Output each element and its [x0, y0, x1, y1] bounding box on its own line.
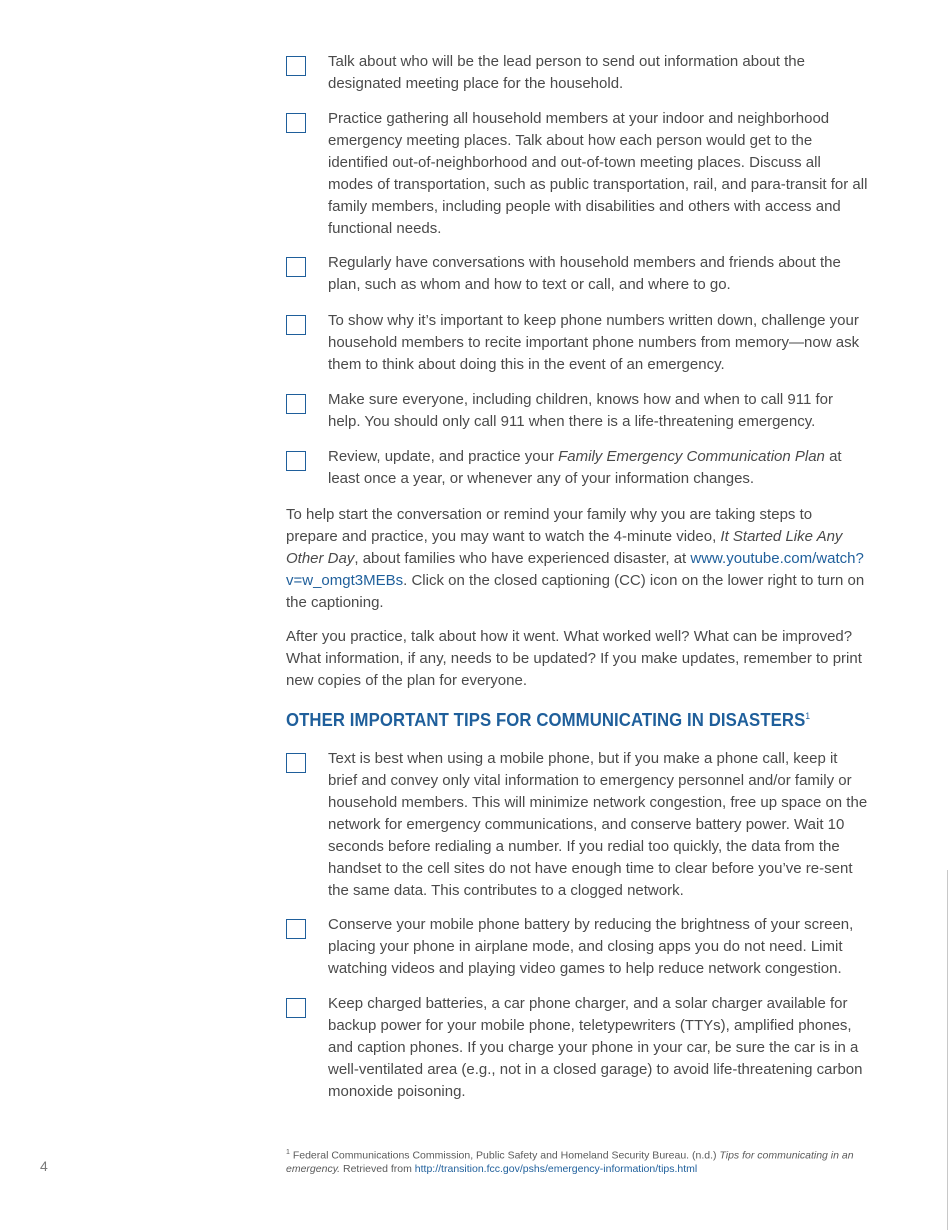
- checklist-item-text: Talk about who will be the lead person to send out information about the designated meeting place for the household.: [328, 53, 805, 92]
- checkbox[interactable]: [286, 919, 306, 939]
- checkbox[interactable]: [286, 315, 306, 335]
- checkbox[interactable]: [286, 753, 306, 773]
- checkbox[interactable]: [286, 451, 306, 471]
- checklist-item-text: To show why it’s important to keep phone numbers written down, challenge your household members to recite important phone numbers from memory—now ask them to think about doing this in the event of an emergency.: [328, 312, 860, 373]
- page-number: 4: [40, 1158, 48, 1174]
- page-edge-rule: [947, 870, 948, 1230]
- footnote: $^1$ Federal Communications Commission, Public Safety and Homeland Security Bureau. (n.d.) Tips for communicating in an emergency. Retrieved from http://transition.fcc.gov/pshs/emergency-information/tips.html: [286, 1149, 854, 1175]
- checklist-item-text: Keep charged batteries, a car phone charger, and a solar charger available for backup power for your mobile phone, teletypewriters (TTYs), amplified phones, and caption phones. If you charge your phone in your car, be sure the car is in a well-ventilated area (e.g., not in a closed garage) to avoid life-threatening carbon monoxide poisoning.: [328, 995, 863, 1100]
- checklist-item-text: Practice gathering all household members at your indoor and neighborhood emergency meeting places. Talk about how each person would get to the identified out-of-neighborhood and out-of-town meeting places. Discuss all modes of transportation, such as public transportation, rail, and para-transit for all family members, including people with disabilities and others with access and functional needs.: [328, 110, 868, 237]
- footnote-ref[interactable]: 1: [805, 711, 811, 721]
- checklist-item-text: Conserve your mobile phone battery by reducing the brightness of your screen, placing your phone in airplane mode, and closing apps you do not need. Limit watching videos and playing video games to help reduce network congestion.: [328, 916, 854, 977]
- checklist-item-text: Regularly have conversations with household members and friends about the plan, such as whom and how to text or call, and where to go.: [328, 254, 841, 293]
- practice-paragraph: After you practice, talk about how it went. What worked well? What can be improved? What information, if any, needs to be updated? If you make updates, remember to print new copies of the plan for everyone.: [286, 628, 862, 689]
- checkbox[interactable]: [286, 998, 306, 1018]
- video-link[interactable]: www.youtube.com/watch?v=w_omgt3MEBs: [286, 550, 864, 589]
- video-paragraph: To help start the conversation or remind your family why you are taking steps to prepare and practice, you may want to watch the 4-minute video, It Started Like Any Other Day, about families who have experienced disaster, at www.youtube.com/watch?v=w_omgt3MEBs. Click on the closed captioning (CC) icon on the lower right to turn on the captioning.: [286, 506, 865, 611]
- video-title: It Started Like Any Other Day: [286, 528, 843, 567]
- checklist-item-text: Make sure everyone, including children, knows how and when to call 911 for help. You should only call 911 when there is a life-threatening emergency.: [328, 391, 834, 430]
- plan-title: Family Emergency Communication Plan: [558, 448, 825, 465]
- checkbox[interactable]: [286, 56, 306, 76]
- checkbox[interactable]: [286, 394, 306, 414]
- checklist-item-text: Text is best when using a mobile phone, but if you make a phone call, keep it brief and convey only vital information to emergency personnel and/or family or household members. This will minimize network congestion, free up space on the network for emergency communications, and conserve battery power. Wait 10 seconds before redialing a number. If you redial too quickly, the data from the handset to the cell sites do not have enough time to clear before you’ve re-sent the same data. This contributes to a clogged network.: [328, 750, 868, 899]
- footnote-link[interactable]: http://transition.fcc.gov/pshs/emergency-information/tips.html: [414, 1162, 698, 1175]
- section-heading: OTHER IMPORTANT TIPS FOR COMMUNICATING IN DISASTERS$^1$: [286, 710, 811, 730]
- checkbox[interactable]: [286, 257, 306, 277]
- checklist-item-text: Review, update, and practice your Family Emergency Communication Plan at least once a year, or whenever any of your information changes.: [328, 448, 842, 487]
- checkbox[interactable]: [286, 113, 306, 133]
